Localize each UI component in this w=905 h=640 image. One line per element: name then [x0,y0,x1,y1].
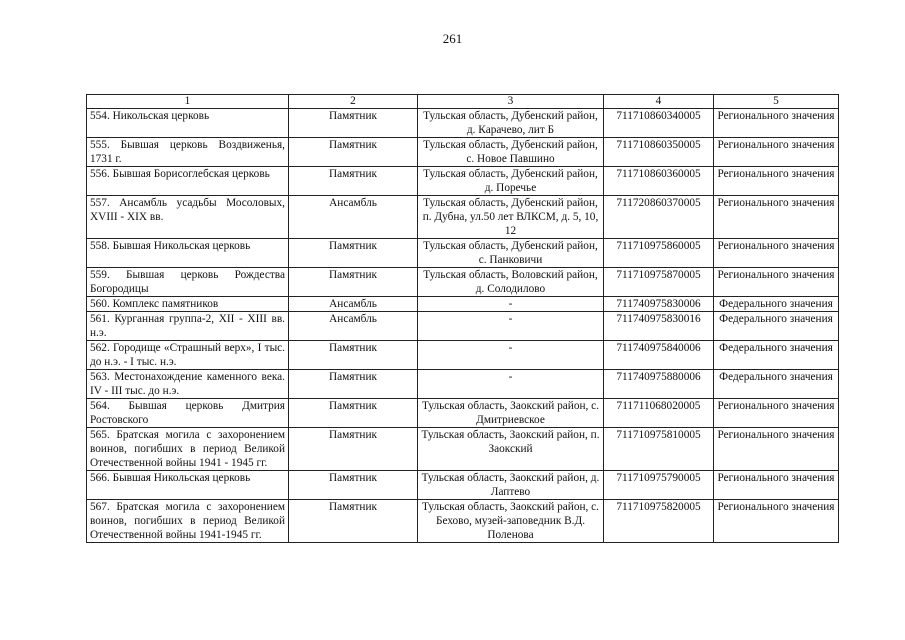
table-row [87,428,839,471]
registry-code-cell: 711710975860005 [604,239,714,268]
significance-cell: Регионального значения [714,109,839,138]
table-row [87,138,839,167]
registry-code-cell: 711710975810005 [604,428,714,471]
column-header-4: 4 [604,95,714,109]
significance-cell: Федерального значения [714,312,839,341]
object-type-cell: Ансамбль [289,297,418,312]
location-cell: Тульская область, Дубенский район, д. Карачево, лит Б [418,109,604,138]
registry-code-cell: 711710975790005 [604,471,714,500]
location-cell: - [418,312,604,341]
object-type-cell: Памятник [289,341,418,370]
object-name-cell: 560. Комплекс памятников [87,297,289,312]
object-name-cell: 561. Курганная группа-2, XII - XIII вв. н.э. [87,312,289,341]
object-name-cell: 566. Бывшая Никольская церковь [87,471,289,500]
object-name-cell: 556. Бывшая Борисоглебская церковь [87,167,289,196]
object-type-cell: Памятник [289,471,418,500]
table-row [87,196,839,239]
registry-code-cell: 711710860360005 [604,167,714,196]
object-type-cell: Памятник [289,138,418,167]
object-name-cell: 562. Городище «Страшный верх», I тыс. до н.э. - I тыс. н.э. [87,341,289,370]
significance-cell: Федерального значения [714,370,839,399]
object-name-cell: 555. Бывшая церковь Воздвиженья, 1731 г. [87,138,289,167]
object-name-cell: 564. Бывшая церковь Дмитрия Ростовского [87,399,289,428]
header-row [87,95,839,109]
significance-cell: Регионального значения [714,428,839,471]
table-row [87,341,839,370]
object-type-cell: Памятник [289,370,418,399]
location-cell: Тульская область, Дубенский район, с. Панковичи [418,239,604,268]
significance-cell: Регионального значения [714,239,839,268]
object-type-cell: Памятник [289,399,418,428]
significance-cell: Регионального значения [714,268,839,297]
significance-cell: Федерального значения [714,297,839,312]
location-cell: Тульская область, Дубенский район, с. Новое Павшино [418,138,604,167]
registry-code-cell: 711720860370005 [604,196,714,239]
location-cell: Тульская область, Дубенский район, п. Дубна, ул.50 лет ВЛКСМ, д. 5, 10, 12 [418,196,604,239]
location-cell: - [418,297,604,312]
object-name-cell: 558. Бывшая Никольская церковь [87,239,289,268]
table-body [87,109,839,543]
location-cell: - [418,370,604,399]
object-type-cell: Памятник [289,109,418,138]
page-number: 261 [442,31,463,46]
column-header-1: 1 [87,95,289,109]
object-name-cell: 563. Местонахождение каменного века. IV - III тыс. до н.э. [87,370,289,399]
registry-code-cell: 711711068020005 [604,399,714,428]
registry-code-cell: 711710975870005 [604,268,714,297]
significance-cell: Регионального значения [714,471,839,500]
column-header-3: 3 [418,95,604,109]
object-type-cell: Памятник [289,428,418,471]
table-row [87,471,839,500]
object-type-cell: Ансамбль [289,312,418,341]
registry-code-cell: 711740975840006 [604,341,714,370]
object-name-cell: 559. Бывшая церковь Рождества Богородицы [87,268,289,297]
significance-cell: Регионального значения [714,196,839,239]
significance-cell: Регионального значения [714,399,839,428]
table-row [87,239,839,268]
table-row [87,370,839,399]
object-type-cell: Памятник [289,500,418,543]
registry-code-cell: 711710975820005 [604,500,714,543]
location-cell: Тульская область, Заокский район, с. Бехово, музей-заповедник В.Д. Поленова [418,500,604,543]
significance-cell: Регионального значения [714,138,839,167]
heritage-registry-table [86,94,839,543]
table-row [87,312,839,341]
object-name-cell: 557. Ансамбль усадьбы Мосоловых, XVIII - XIX вв. [87,196,289,239]
location-cell: Тульская область, Заокский район, п. Заокский [418,428,604,471]
significance-cell: Регионального значения [714,167,839,196]
registry-code-cell: 711710860350005 [604,138,714,167]
registry-code-cell: 711710860340005 [604,109,714,138]
location-cell: Тульская область, Дубенский район, д. Поречье [418,167,604,196]
location-cell: Тульская область, Воловский район, д. Солодилово [418,268,604,297]
object-type-cell: Памятник [289,239,418,268]
table-row [87,297,839,312]
object-name-cell: 554. Никольская церковь [87,109,289,138]
table-row [87,268,839,297]
object-name-cell: 567. Братская могила с захоронением воинов, погибших в период Великой Отечественной войны 1941-1945 гг. [87,500,289,543]
table-row [87,109,839,138]
location-cell: - [418,341,604,370]
significance-cell: Федерального значения [714,341,839,370]
registry-code-cell: 711740975830016 [604,312,714,341]
column-header-2: 2 [289,95,418,109]
table-row [87,167,839,196]
location-cell: Тульская область, Заокский район, д. Лаптево [418,471,604,500]
significance-cell: Регионального значения [714,500,839,543]
table-row [87,500,839,543]
registry-code-cell: 711740975880006 [604,370,714,399]
column-header-5: 5 [714,95,839,109]
location-cell: Тульская область, Заокский район, с. Дмитриевское [418,399,604,428]
table-row [87,399,839,428]
object-type-cell: Памятник [289,167,418,196]
object-type-cell: Ансамбль [289,196,418,239]
object-type-cell: Памятник [289,268,418,297]
object-name-cell: 565. Братская могила с захоронением воинов, погибших в период Великой Отечественной войны 1941 - 1945 гг. [87,428,289,471]
registry-code-cell: 711740975830006 [604,297,714,312]
